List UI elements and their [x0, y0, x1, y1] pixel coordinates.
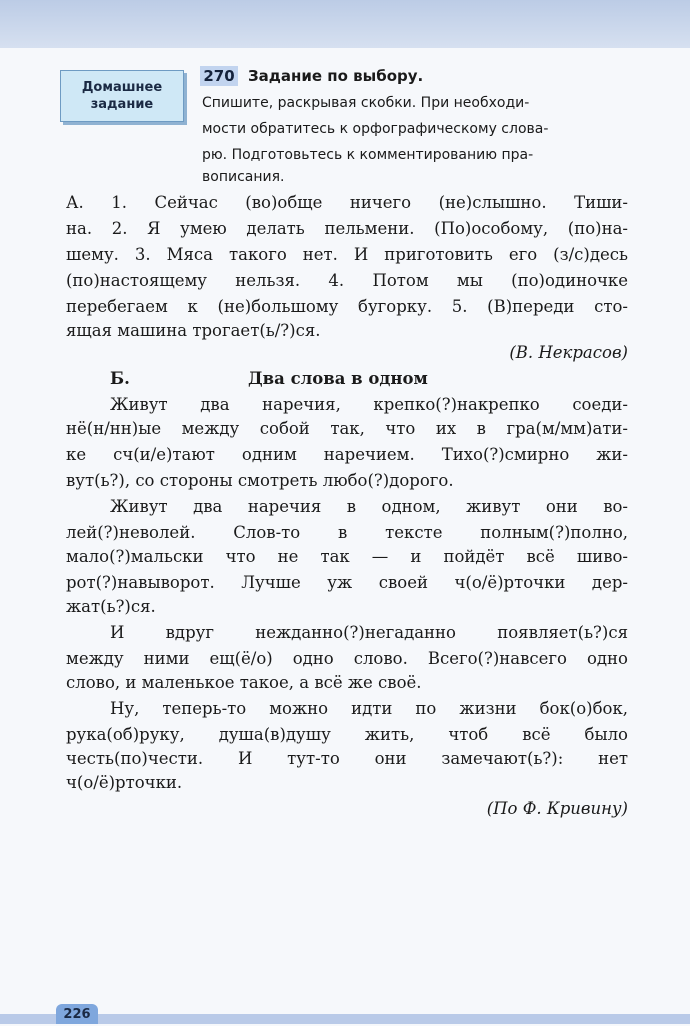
text-line: шему. 3. Мяса такого нет. И приготовить его (з/с)десь [66, 245, 628, 264]
text-line: вут(ь?), со стороны смотреть любо(?)дорого. [66, 471, 454, 490]
text-line: на. 2. Я умею делать пельмени. (По)особому, (по)на- [66, 219, 628, 238]
homework-label [60, 70, 184, 122]
text-line: между ними ещ(ё/о) одно слово. Всего(?)навсего одно [66, 649, 628, 668]
author-attribution: (В. Некрасов) [509, 343, 628, 362]
text-line: И вдруг нежданно(?)негаданно появляет(ь?)ся [110, 623, 628, 642]
text-line: честь(по)чести. И тут-то они замечают(ь?): нет [66, 749, 628, 768]
page-number: 226 [56, 1004, 98, 1024]
task-instruction-line: рю. Подготовьтесь к комментированию пра- [202, 147, 534, 163]
text-line: слово, и маленькое такое, а всё же своё. [66, 673, 422, 692]
text-line: жат(ь?)ся. [66, 597, 156, 616]
text-line: Живут два наречия в одном, живут они во- [110, 497, 628, 516]
text-line: лей(?)неволей. Слов-то в тексте полным(?)полно, [66, 523, 628, 542]
text-line: нё(н/нн)ые между собой так, что их в гра(м/мм)ати- [66, 419, 628, 438]
task-instruction-line: мости обратитесь к орфографическому слова- [202, 121, 549, 137]
text-line: Ну, теперь-то можно идти по жизни бок(о)бок, [110, 699, 628, 718]
homework-label-line-1: Домашнее [81, 80, 163, 95]
task-instruction-line: Спишите, раскрывая скобки. При необходи- [202, 95, 530, 111]
text-line: Живут два наречия, крепко(?)накрепко соеди- [110, 395, 628, 414]
task-instruction-line: вописания. [202, 169, 285, 185]
text-line: ящая машина трогает(ь/?)ся. [66, 321, 321, 340]
section-title: Два слова в одном [248, 369, 428, 388]
page-footer-band [0, 1014, 690, 1024]
text-line: ке сч(и/е)тают одним наречием. Тихо(?)смирно жи- [66, 445, 628, 464]
text-line: А. 1. Сейчас (во)обще ничего (не)слышно. Тиши- [66, 193, 628, 212]
page-header-band [0, 0, 690, 48]
text-line: ч(о/ё)рточки. [66, 773, 183, 792]
text-line: рот(?)навыворот. Лучше уж своей ч(о/ё)рточки дер- [66, 573, 628, 592]
text-line: рука(об)руку, душа(в)душу жить, чтоб всё было [66, 725, 628, 744]
text-line: (по)настоящему нельзя. 4. Потом мы (по)одиночке [66, 271, 628, 290]
author-attribution: (По Ф. Кривину) [486, 799, 628, 818]
task-title: Задание по выбору. [248, 67, 424, 85]
homework-label-line-2: задание [90, 97, 154, 112]
text-line: мало(?)мальски что не так — и пойдёт всё шиво- [66, 547, 628, 566]
task-number: 270 [200, 66, 238, 86]
text-line: перебегаем к (не)большому бугорку. 5. (В)переди сто- [66, 297, 628, 316]
section-label: Б. [110, 369, 130, 388]
